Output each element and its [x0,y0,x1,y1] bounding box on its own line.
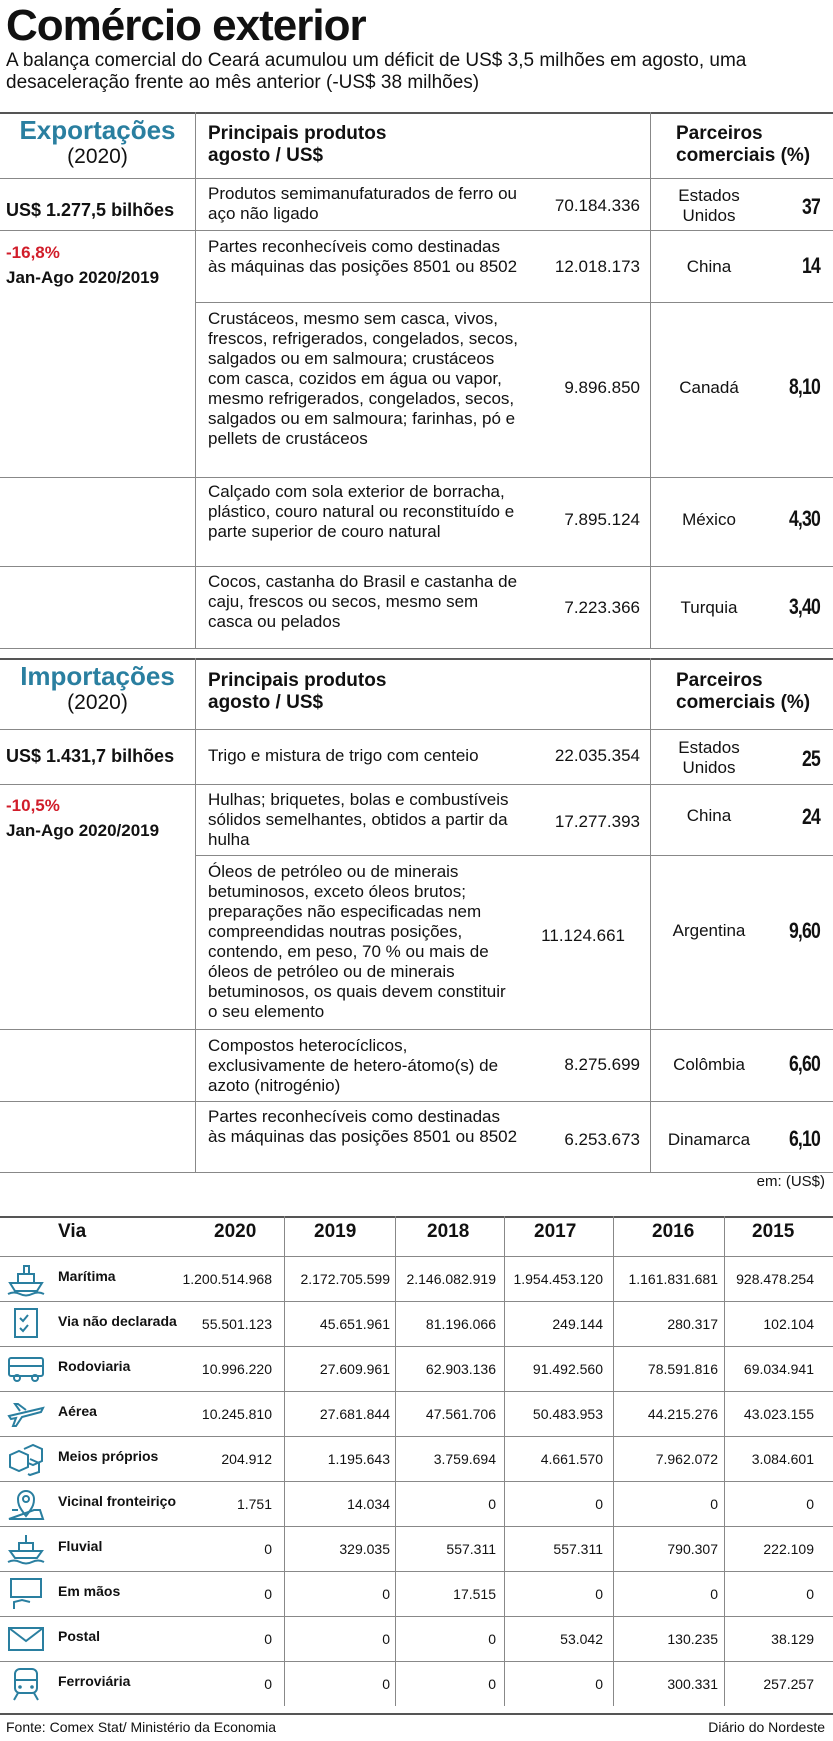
column-divider [284,1346,285,1391]
column-divider [284,1571,285,1616]
table-cell: 17.515 [453,1586,496,1602]
column-divider [395,1526,396,1571]
row-divider [0,1301,833,1302]
table-cell: 0 [264,1676,272,1692]
row-divider [0,1391,833,1392]
product-value: 9.896.850 [564,378,640,397]
column-divider [504,1526,505,1571]
table-cell: 1.200.514.968 [182,1271,272,1287]
table-cell: 4.661.570 [540,1451,603,1467]
column-divider [395,1481,396,1526]
table-cell: 0 [264,1586,272,1602]
column-divider [724,1616,725,1661]
divider [0,178,833,179]
column-divider [504,1346,505,1391]
map-pin-icon [6,1486,46,1520]
partner-country: Turquia [680,598,738,617]
divider [0,566,833,567]
column-divider [195,112,196,648]
partner-country: México [682,510,736,529]
column-divider [613,1616,614,1661]
partner-country: Estados Unidos [678,186,740,225]
exports-heading [0,116,195,170]
via-label: Ferroviária [58,1673,131,1689]
exports-products-header: Principais produtos agosto / US$ [208,123,387,166]
product-name: Trigo e mistura de trigo com centeio [208,746,479,765]
row-divider [0,1661,833,1662]
table-cell: 0 [710,1586,718,1602]
column-divider [613,1481,614,1526]
imports-period: Jan-Ago 2020/2019 [6,821,160,840]
table-header-year: 2016 [652,1221,695,1242]
divider [195,855,833,856]
product-name: Hulhas; briquetes, bolas e combustíveis sólidos semelhantes, obtidos a partir da hulha [208,790,509,849]
exports-year: (2020) [67,145,128,168]
table-cell: 0 [264,1541,272,1557]
via-label: Aérea [58,1403,97,1419]
partner-share: 6,10 [788,1126,820,1151]
row-divider [0,1256,833,1257]
column-divider [284,1216,285,1256]
table-cell: 62.903.136 [425,1361,496,1377]
table-cell: 0 [488,1496,496,1512]
table-cell: 53.042 [560,1631,603,1647]
column-divider [504,1616,505,1661]
envelope-icon [6,1621,46,1655]
column-divider [724,1526,725,1571]
table-cell: 43.023.155 [743,1406,814,1422]
column-divider [724,1436,725,1481]
via-label: Em mãos [58,1583,121,1599]
product-name: Partes reconhecíveis como destinadas às máquinas das posições 8501 ou 8502 [208,237,518,276]
column-divider [724,1571,725,1616]
exports-title: Exportações [19,115,176,145]
row-divider [0,1616,833,1617]
column-divider [650,112,651,648]
row-divider [0,1481,833,1482]
table-cell: 27.681.844 [319,1406,390,1422]
table-header-year: 2019 [314,1221,357,1242]
table-cell: 10.996.220 [201,1361,272,1377]
table-cell: 2.172.705.599 [300,1271,390,1287]
via-label: Rodoviaria [58,1358,131,1374]
table-cell: 0 [382,1676,390,1692]
column-divider [504,1216,505,1256]
table-cell: 55.501.123 [201,1316,272,1332]
table-cell: 0 [595,1496,603,1512]
product-value: 6.253.673 [564,1130,640,1149]
product-name: Produtos semimanufaturados de ferro ou aço não ligado [208,184,518,223]
column-divider [284,1301,285,1346]
boat-icon [6,1531,46,1565]
column-divider [504,1256,505,1301]
partner-share: 6,60 [788,1051,820,1076]
product-name: Cocos, castanha do Brasil e castanha de caju, frescos ou secos, mesmo sem casca ou pelados [208,572,518,631]
table-cell: 3.759.694 [433,1451,496,1467]
column-divider [284,1436,285,1481]
column-divider [284,1616,285,1661]
partner-share: 37 [802,194,820,219]
via-label: Marítima [58,1268,116,1284]
table-cell: 557.311 [553,1541,603,1557]
table-cell: 0 [488,1631,496,1647]
exports-total: US$ 1.277,5 bilhões [6,200,175,220]
product-value: 12.018.173 [554,257,640,276]
column-divider [724,1301,725,1346]
column-divider [724,1346,725,1391]
table-header-via: Via [58,1221,87,1242]
divider [0,1172,833,1173]
divider [0,112,833,114]
exports-period: Jan-Ago 2020/2019 [6,268,160,287]
via-label: Vicinal fronteiriço [58,1493,176,1509]
imports-year: (2020) [67,691,128,714]
column-divider [195,658,196,1172]
partner-country: Canadá [679,378,739,397]
column-divider [395,1391,396,1436]
divider [195,230,833,231]
product-name: Calçado com sola exterior de borracha, plástico, couro natural ou reconstituído e parte superior de couro natural [208,482,515,541]
table-cell: 44.215.276 [647,1406,718,1422]
table-cell: 69.034.941 [743,1361,814,1377]
column-divider [613,1571,614,1616]
page-subtitle: A balança comercial do Ceará acumulou um déficit de US$ 3,5 milhões em agosto, uma desaceleração frente ao mês anterior (-US$ 38 milhões) [6,50,747,93]
partner-country: Estados Unidos [678,738,740,777]
column-divider [395,1661,396,1706]
table-cell: 0 [264,1631,272,1647]
product-value: 17.277.393 [554,812,640,831]
divider [0,1713,833,1715]
partner-share: 4,30 [788,506,820,531]
table-cell: 0 [382,1586,390,1602]
imports-variation: -10,5% [6,796,60,815]
table-cell: 102.104 [763,1316,814,1332]
imports-products-header: Principais produtos agosto / US$ [208,670,387,713]
table-cell: 280.317 [667,1316,718,1332]
partner-country: Dinamarca [667,1130,751,1149]
partner-share: 3,40 [788,594,820,619]
source-note: Fonte: Comex Stat/ Ministério da Economia [6,1719,277,1735]
table-cell: 0 [595,1676,603,1692]
column-divider [613,1346,614,1391]
column-divider [284,1391,285,1436]
table-cell: 928.478.254 [736,1271,814,1287]
table-cell: 47.561.706 [425,1406,496,1422]
column-divider [613,1256,614,1301]
table-header-year: 2020 [214,1221,257,1242]
table-cell: 0 [488,1676,496,1692]
column-divider [724,1661,725,1706]
table-cell: 0 [806,1586,814,1602]
column-divider [613,1216,614,1256]
column-divider [724,1391,725,1436]
exports-partners-header: Parceiros comerciais (%) [676,123,811,166]
table-cell: 50.483.953 [532,1406,603,1422]
table-cell: 81.196.066 [425,1316,496,1332]
partner-country: Argentina [672,921,746,940]
divider [0,477,833,478]
product-value: 7.223.366 [564,598,640,617]
product-name: Compostos heterocíclicos, exclusivamente de hetero-átomo(s) de azoto (nitrogénio) [208,1036,499,1095]
column-divider [613,1526,614,1571]
bus-icon [6,1351,46,1385]
partner-share: 14 [802,253,820,278]
table-cell: 38.129 [771,1631,814,1647]
table-cell: 2.146.082.919 [406,1271,496,1287]
partner-country: China [686,806,732,825]
table-cell: 0 [382,1631,390,1647]
product-value: 7.895.124 [564,510,640,529]
column-divider [650,658,651,1172]
column-divider [613,1391,614,1436]
partner-share: 24 [802,804,820,829]
product-value: 8.275.699 [564,1055,640,1074]
table-cell: 249.144 [552,1316,603,1332]
divider [0,658,833,660]
column-divider [724,1216,725,1256]
table-cell: 0 [595,1586,603,1602]
divider [195,784,833,785]
unit-note: em: (US$) [756,1173,825,1190]
table-cell: 91.492.560 [532,1361,603,1377]
table-cell: 1.954.453.120 [513,1271,603,1287]
imports-title: Importações [20,661,175,691]
imports-partners-header: Parceiros comerciais (%) [676,670,811,713]
train-icon [6,1666,46,1700]
product-name: Óleos de petróleo ou de minerais betuminosos, exceto óleos brutos; preparações não especificadas nem compreendidas noutras posições, contendo, em peso, 70 % ou mais de óleos de petróleo ou de minerais betuminosos, os quais devem constituir o seu elemento [208,862,506,1021]
column-divider [284,1526,285,1571]
partner-share: 25 [802,746,820,771]
ship-icon [6,1261,46,1295]
via-label: Via não declarada [58,1313,177,1329]
document-icon [6,1306,46,1340]
column-divider [613,1301,614,1346]
airplane-icon [6,1396,46,1430]
table-cell: 0 [806,1496,814,1512]
divider [0,1101,833,1102]
table-cell: 557.311 [446,1541,496,1557]
via-label: Meios próprios [58,1448,159,1464]
table-cell: 257.257 [763,1676,814,1692]
column-divider [395,1256,396,1301]
product-value: 11.124.661 [541,926,625,945]
row-divider [0,1436,833,1437]
table-cell: 1.195.643 [327,1451,390,1467]
column-divider [504,1661,505,1706]
row-divider [0,1526,833,1527]
partner-share: 8,10 [788,374,820,399]
column-divider [724,1481,725,1526]
column-divider [284,1661,285,1706]
publisher-name: Diário do Nordeste [708,1719,825,1735]
product-value: 22.035.354 [554,746,640,765]
column-divider [504,1301,505,1346]
table-cell: 300.331 [667,1676,718,1692]
table-cell: 790.307 [667,1541,718,1557]
table-cell: 1.751 [236,1496,272,1512]
hand-screen-icon [6,1576,46,1610]
column-divider [395,1571,396,1616]
table-cell: 14.034 [347,1496,390,1512]
divider [0,648,833,649]
row-divider [0,1346,833,1347]
table-cell: 78.591.816 [647,1361,718,1377]
imports-total: US$ 1.431,7 bilhões [6,746,175,766]
table-cell: 27.609.961 [319,1361,390,1377]
divider [0,729,833,730]
via-label: Postal [58,1628,101,1644]
product-name: Crustáceos, mesmo sem casca, vivos, frescos, refrigerados, congelados, secos, salgados ou em salmoura; crustáceos com casca, cozidos em água ou vapor, mesmo refrigerados, congelados, secos, salgados ou em salmoura; farinhas, pó e pellets de crustáceos [208,309,518,448]
column-divider [504,1481,505,1526]
table-cell: 7.962.072 [655,1451,718,1467]
column-divider [395,1616,396,1661]
table-header-year: 2015 [752,1221,795,1242]
column-divider [613,1661,614,1706]
row-divider [0,1571,833,1572]
imports-heading [0,662,195,716]
column-divider [284,1256,285,1301]
table-cell: 3.084.601 [751,1451,814,1467]
table-header-year: 2017 [534,1221,577,1242]
table-cell: 10.245.810 [201,1406,272,1422]
table-cell: 1.161.831.681 [628,1271,718,1287]
column-divider [504,1571,505,1616]
column-divider [504,1391,505,1436]
column-divider [395,1216,396,1256]
product-name: Partes reconhecíveis como destinadas às máquinas das posições 8501 ou 8502 [208,1107,518,1146]
column-divider [613,1436,614,1481]
column-divider [724,1256,725,1301]
partner-country: Colômbia [673,1055,745,1074]
table-cell: 329.035 [339,1541,390,1557]
column-divider [504,1436,505,1481]
divider [0,1216,833,1218]
table-cell: 0 [710,1496,718,1512]
table-cell: 45.651.961 [319,1316,390,1332]
page-title: Comércio exterior [6,1,366,50]
table-cell: 204.912 [221,1451,272,1467]
table-header-year: 2018 [427,1221,470,1242]
column-divider [284,1481,285,1526]
boxes-icon [6,1441,46,1475]
column-divider [395,1346,396,1391]
table-cell: 222.109 [763,1541,814,1557]
partner-country: China [686,257,732,276]
via-label: Fluvial [58,1538,103,1554]
column-divider [395,1301,396,1346]
exports-variation: -16,8% [6,243,60,262]
column-divider [395,1436,396,1481]
divider [0,1029,833,1030]
table-cell: 130.235 [667,1631,718,1647]
product-value: 70.184.336 [554,196,640,215]
divider [195,302,833,303]
partner-share: 9,60 [788,918,820,943]
